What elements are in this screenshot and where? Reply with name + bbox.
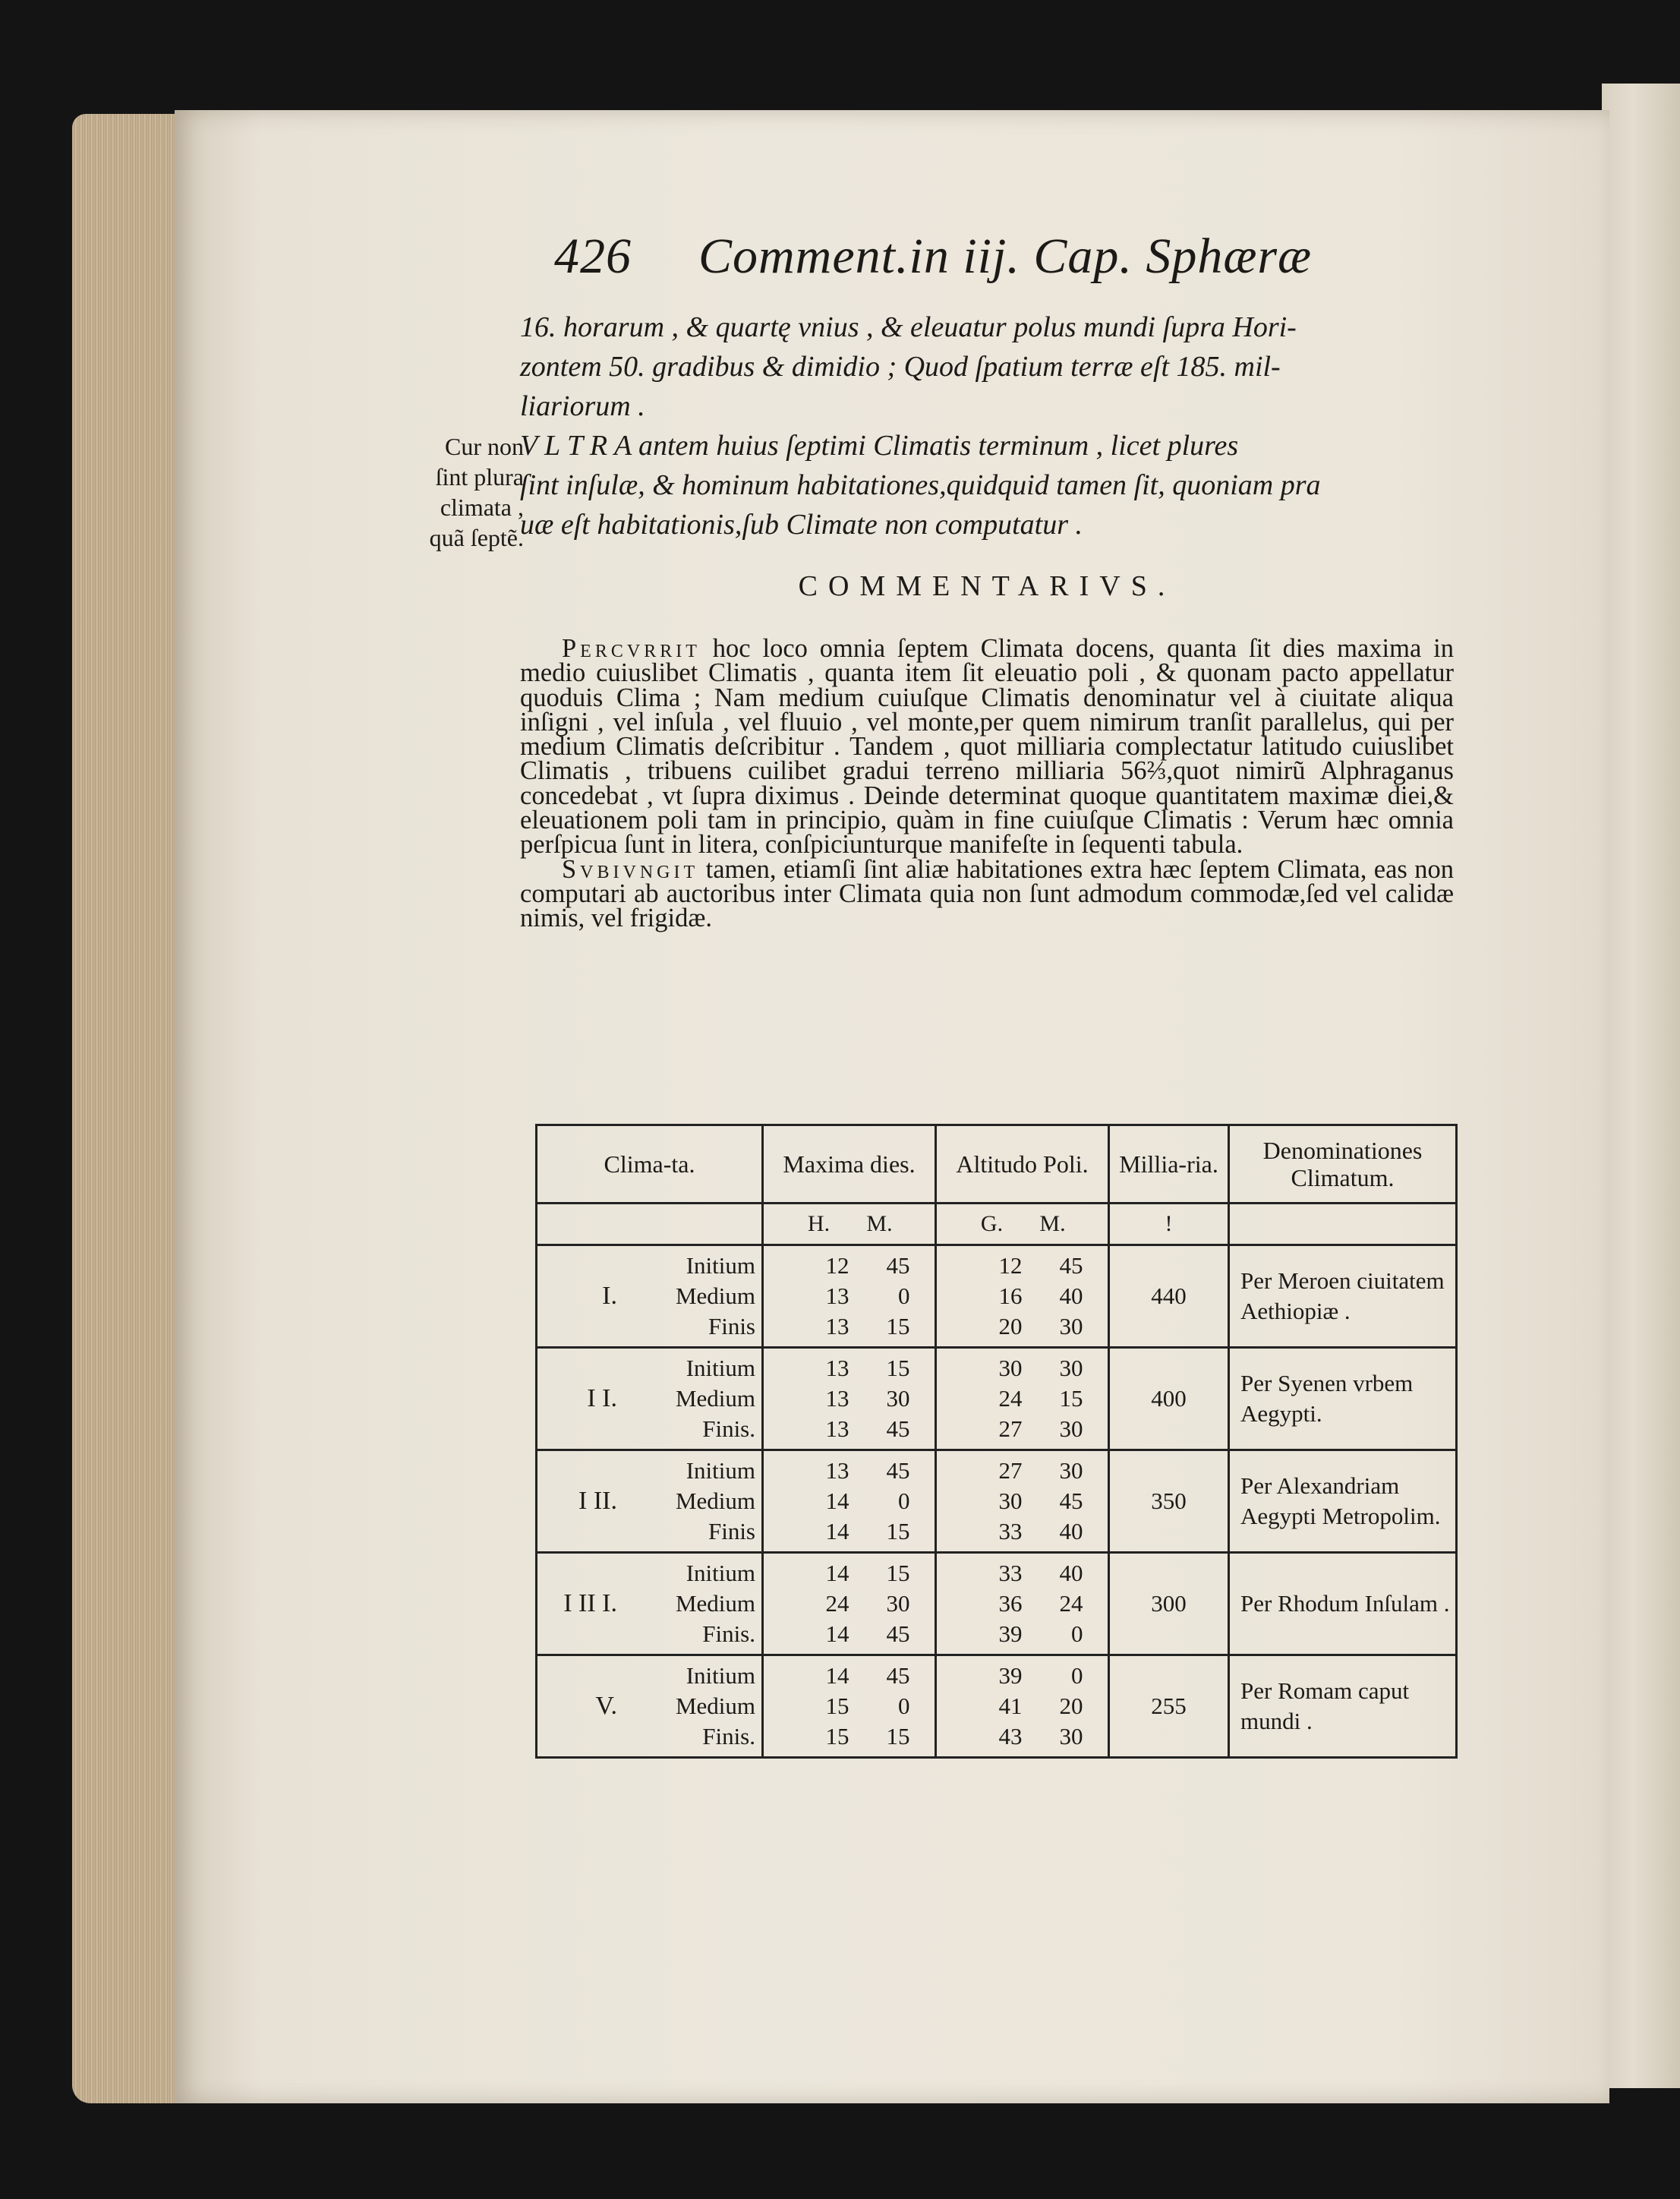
italic-line: zontem 50. gradibus & dimidio ; Quod ſpatium terræ eſt 185. mil- [520,351,1281,383]
running-title: Comment.in iij. Cap. Sphæræ [698,229,1313,284]
denomination-cell: Per Alexandriam Aegypti Metropolim. [1229,1450,1457,1553]
marginal-note [391,431,524,553]
degrees-value: 16 [998,1282,1023,1309]
subheader-degrees: G. [980,1211,1004,1236]
italic-line: liariorum . [520,390,645,422]
minutes-value: 45 [886,1415,910,1442]
minutes-value: 0 [1071,1620,1083,1647]
subheader-milliaria: ! [1109,1204,1229,1245]
altitudo-poli-cell [936,1245,1109,1348]
denomination-cell: Per Rhodum Inſulam . [1229,1553,1457,1655]
subheader-minutes: M. [866,1211,893,1236]
hours-value: 15 [825,1693,849,1719]
margin-line: ſint plura [435,463,524,491]
margin-line: quã ſeptẽ. [429,524,524,551]
minutes-value: 24 [1059,1590,1083,1617]
clima-number: I II. [578,1487,617,1515]
row-label: Finis [708,1518,755,1544]
table-header-row [537,1125,1457,1204]
hours-value: 15 [825,1723,849,1749]
clima-labels [626,1456,761,1547]
altitudo-poli-cell [936,1655,1109,1758]
hours-value: 13 [825,1282,849,1309]
minutes-value: 45 [886,1620,910,1647]
clima-number: I I. [587,1384,617,1412]
degrees-value: 12 [998,1252,1023,1279]
row-label: Finis [708,1313,755,1339]
hours-value: 14 [825,1518,849,1544]
minutes-value: 30 [1059,1355,1083,1381]
hours-value: 13 [825,1355,849,1381]
degrees-value: 27 [998,1457,1023,1484]
degrees-value: 33 [998,1518,1023,1544]
table-row [537,1655,1457,1758]
margin-line: Cur non [445,433,524,460]
minutes-value: 45 [886,1457,910,1484]
italic-line: uæ eſt habitationis,ſub Climate non computatur . [520,509,1083,541]
milliaria-cell: 300 [1109,1553,1229,1655]
commentary-paragraph [520,854,1455,933]
row-label: Medium [675,1488,755,1514]
header-milliaria: Millia-ria. [1109,1125,1229,1204]
row-label: Initium [686,1560,755,1586]
hours-value: 13 [825,1457,849,1484]
book-fore-edge [72,114,178,2103]
clima-cell [537,1553,763,1655]
subheader-hours: H. [807,1211,831,1236]
row-label: Medium [675,1282,755,1309]
hours-value: 13 [825,1385,849,1412]
page-number: 426 [554,229,632,284]
minutes-value: 30 [1059,1457,1083,1484]
hours-value: 14 [825,1620,849,1647]
minutes-value: 45 [1059,1488,1083,1514]
row-label: Initium [686,1252,755,1279]
minutes-value: 40 [1059,1518,1083,1544]
hours-value: 14 [825,1662,849,1689]
minutes-value: 15 [886,1355,910,1381]
clima-labels [626,1558,761,1649]
milliaria-cell: 400 [1109,1348,1229,1450]
milliaria-cell: 255 [1109,1655,1229,1758]
climata-table-grid [535,1124,1458,1759]
minutes-value: 45 [886,1252,910,1279]
minutes-value: 15 [886,1723,910,1749]
clima-cell [537,1245,763,1348]
paragraph-lead: Svbivngit [562,854,699,884]
milliaria-cell: 440 [1109,1245,1229,1348]
row-label: Initium [686,1662,755,1689]
italic-line: 16. horarum , & quartę vnius , & eleuatur polus mundi ſupra Hori- [520,311,1297,343]
degrees-value: 36 [998,1590,1023,1617]
minutes-value: 45 [886,1662,910,1689]
minutes-value: 20 [1059,1693,1083,1719]
hours-value: 12 [825,1252,849,1279]
minutes-value: 0 [898,1693,910,1719]
altitudo-poli-cell [936,1553,1109,1655]
minutes-value: 45 [1059,1252,1083,1279]
clima-cell [537,1655,763,1758]
clima-number: V. [595,1692,617,1720]
commentary-heading: COMMENTARIVS. [798,570,1176,602]
header-altitudo-poli: Altitudo Poli. [936,1125,1109,1204]
table-row [537,1553,1457,1655]
subheader-empty [1229,1204,1457,1245]
row-label: Initium [686,1355,755,1381]
hours-value: 24 [825,1590,849,1617]
maxima-dies-cell [763,1553,936,1655]
subheader-altitudo [936,1204,1109,1245]
minutes-value: 40 [1059,1560,1083,1586]
degrees-value: 20 [998,1313,1023,1339]
minutes-value: 15 [1059,1385,1083,1412]
degrees-value: 30 [998,1488,1023,1514]
row-label: Finis. [702,1723,755,1749]
denomination-cell: Per Syenen vrbem Aegypti. [1229,1348,1457,1450]
maxima-dies-cell [763,1245,936,1348]
running-head [554,228,1313,286]
table-row [537,1348,1457,1450]
climata-table [535,1124,1458,1759]
degrees-value: 41 [998,1693,1023,1719]
italic-text-block [520,308,1454,544]
altitudo-poli-cell [936,1450,1109,1553]
paragraph-lead: Percvrrit [562,634,701,663]
subheader-minutes: M. [1039,1211,1066,1236]
paragraph-body: tamen, etiamſi ſint aliæ habitationes extra hæc ſeptem Climata, eas non computari ab auctoribus inter Climata quia non ſunt admodum commodæ,ſed vel calidæ nimis, vel frigidæ. [520,854,1455,933]
milliaria-cell: 350 [1109,1450,1229,1553]
paragraph-body: hoc loco omnia ſeptem Climata docens, quanta ſit dies maxima in medio cuiuslibet Climatis , quanta item ſit eleuatio poli , & quonam pacto appellatur quoduis Clima ; Nam medium cuiuſque Climatis denominatur vel à ciuitate aliqua inſigni , vel inſula , vel fluuio , vel monte,per quem nimirum tranſit parallelus, qui per medium Climatis deſcribitur . Tandem , quot milliaria complectatur latitudo cuiuslibet Climatis , tribuens cuilibet gradui terreno milliaria 56⅔,quot nimirũ Alphraganus concedebat , vt ſupra diximus . Deinde determinat quoque quantitatem maximæ diei,& eleuationem poli tam in principio, quàm in fine cuiuſque Climatis : Verum hæc omnia perſpicua ſunt in litera, conſpiciunturque manifeſte in ſequenti tabula. [520,634,1454,860]
maxima-dies-cell [763,1450,936,1553]
minutes-value: 30 [886,1385,910,1412]
degrees-value: 43 [998,1723,1023,1749]
minutes-value: 30 [1059,1415,1083,1442]
table-row [537,1450,1457,1553]
minutes-value: 30 [1059,1313,1083,1339]
commentary-paragraph [520,634,1454,860]
degrees-value: 33 [998,1560,1023,1586]
degrees-value: 39 [998,1620,1023,1647]
minutes-value: 15 [886,1560,910,1586]
row-label: Finis. [702,1620,755,1647]
clima-labels [626,1661,761,1752]
minutes-value: 15 [886,1313,910,1339]
minutes-value: 15 [886,1518,910,1544]
minutes-value: 0 [898,1488,910,1514]
facing-page-edge [1602,84,1680,2088]
minutes-value: 0 [898,1282,910,1309]
row-label: Medium [675,1693,755,1719]
margin-line: climata , [440,494,524,521]
header-maxima-dies: Maxima dies. [763,1125,936,1204]
minutes-value: 40 [1059,1282,1083,1309]
degrees-value: 27 [998,1415,1023,1442]
italic-line: V L T R A antem huius ſeptimi Climatis terminum , licet plures [520,430,1239,462]
row-label: Medium [675,1385,755,1412]
italic-line: ſint inſulæ, & hominum habitationes,quidquid tamen ſit, quoniam pra [520,469,1321,501]
clima-number: I. [602,1282,617,1310]
denomination-cell: Per Romam caput mundi . [1229,1655,1457,1758]
minutes-value: 0 [1071,1662,1083,1689]
degrees-value: 30 [998,1355,1023,1381]
altitudo-poli-cell [936,1348,1109,1450]
clima-labels [626,1353,761,1444]
subheader-maxima [763,1204,936,1245]
hours-value: 14 [825,1560,849,1586]
header-denominationes: Denominationes Climatum. [1229,1125,1457,1204]
degrees-value: 24 [998,1385,1023,1412]
degrees-value: 39 [998,1662,1023,1689]
commentary-text [520,636,1454,931]
row-label: Finis. [702,1415,755,1442]
minutes-value: 30 [1059,1723,1083,1749]
clima-cell [537,1450,763,1553]
subheader-empty [537,1204,763,1245]
hours-value: 13 [825,1313,849,1339]
minutes-value: 30 [886,1590,910,1617]
clima-cell [537,1348,763,1450]
clima-labels [626,1251,761,1342]
clima-number: I II I. [563,1589,617,1617]
header-climata: Clima-ta. [537,1125,763,1204]
denomination-cell: Per Meroen ciuitatem Aethiopiæ . [1229,1245,1457,1348]
hours-value: 14 [825,1488,849,1514]
row-label: Medium [675,1590,755,1617]
row-label: Initium [686,1457,755,1484]
table-row [537,1245,1457,1348]
table-subheader-row [537,1204,1457,1245]
maxima-dies-cell [763,1655,936,1758]
hours-value: 13 [825,1415,849,1442]
maxima-dies-cell [763,1348,936,1450]
